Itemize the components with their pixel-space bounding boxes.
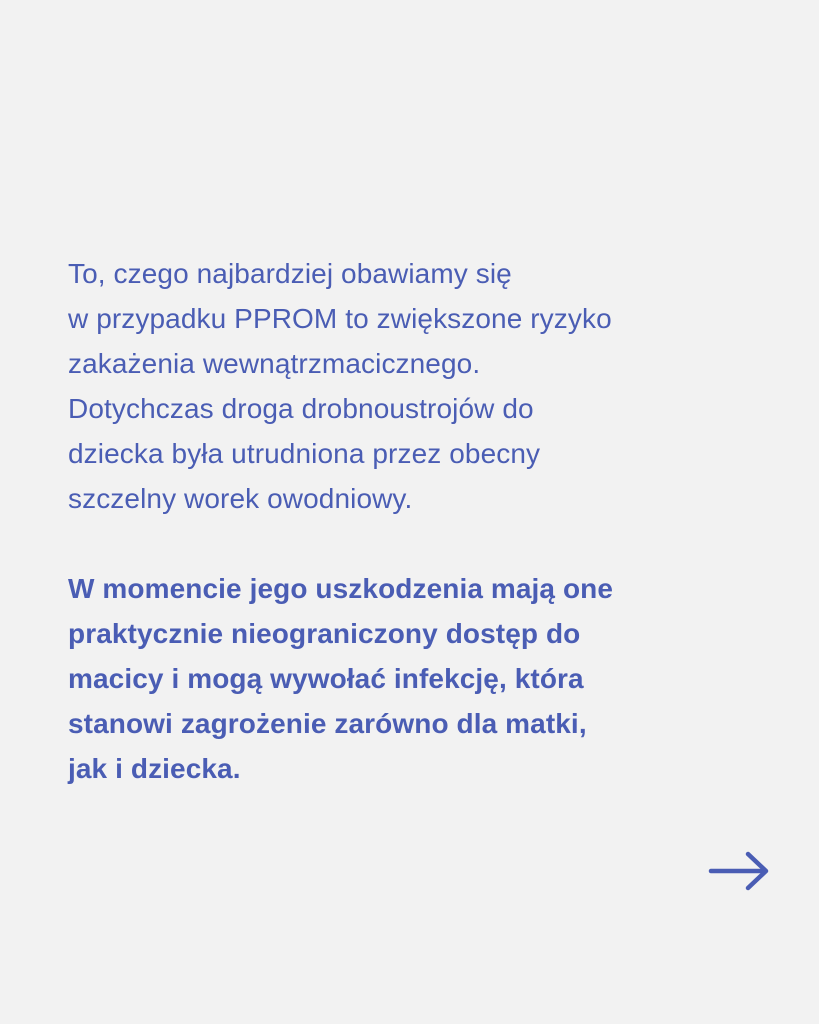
arrow-right-icon[interactable]: [708, 850, 770, 892]
intro-line: zakażenia wewnątrzmacicznego.: [68, 348, 481, 379]
emphasis-line: stanowi zagrożenie zarówno dla matki,: [68, 708, 587, 739]
emphasis-line: jak i dziecka.: [68, 753, 241, 784]
emphasis-line: macicy i mogą wywołać infekcję, która: [68, 663, 584, 694]
emphasis-line: praktycznie nieograniczony dostęp do: [68, 618, 581, 649]
emphasis-line: W momencie jego uszkodzenia mają one: [68, 573, 614, 604]
intro-line: w przypadku PPROM to zwiększone ryzyko: [68, 303, 612, 334]
emphasis-paragraph: [68, 566, 768, 791]
intro-line: To, czego najbardziej obawiamy się: [68, 258, 512, 289]
text-content: [68, 251, 768, 791]
intro-line: Dotychczas droga drobnoustrojów do: [68, 393, 534, 424]
intro-line: dziecka była utrudniona przez obecny: [68, 438, 541, 469]
intro-paragraph: [68, 251, 768, 521]
intro-line: szczelny worek owodniowy.: [68, 483, 413, 514]
